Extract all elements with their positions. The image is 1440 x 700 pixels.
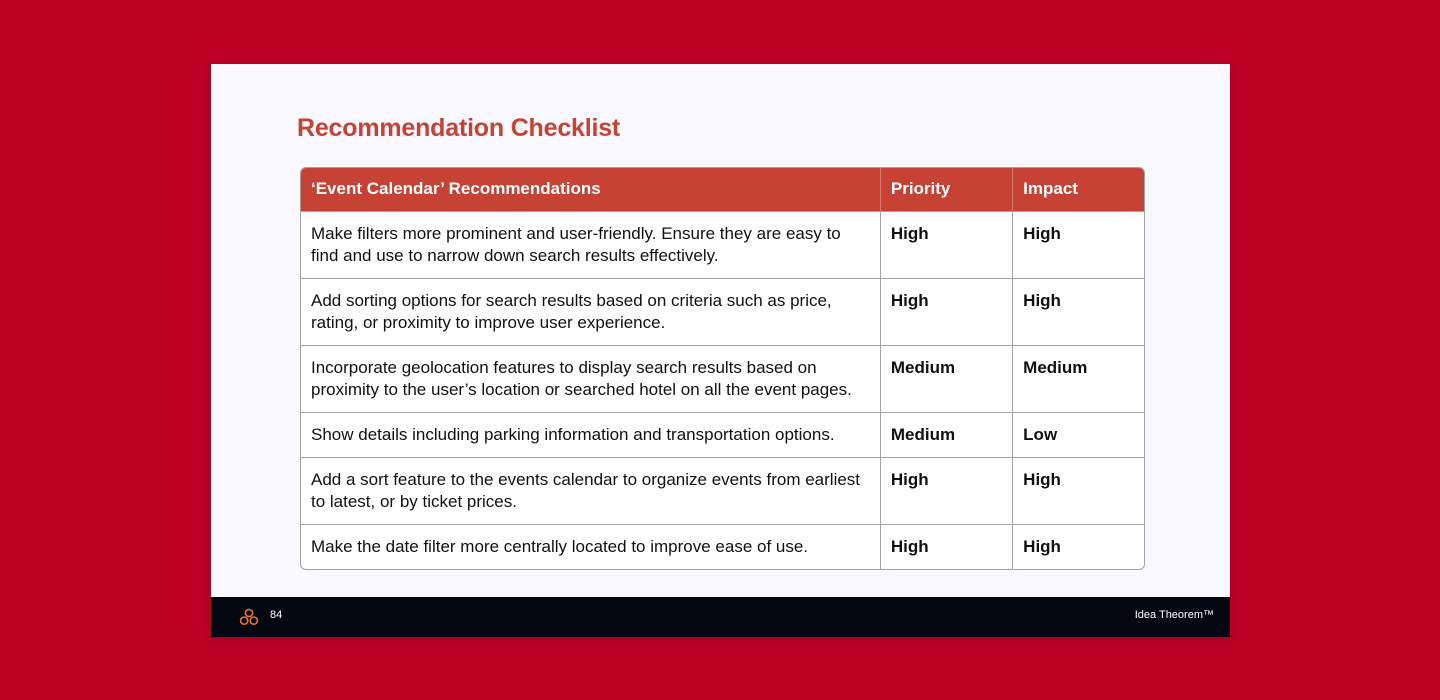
priority-cell: High bbox=[880, 457, 1012, 524]
priority-cell: Medium bbox=[880, 412, 1012, 457]
column-header-recommendations: ‘Event Calendar’ Recommendations bbox=[301, 168, 880, 211]
recommendation-cell: Make filters more prominent and user-friendly. Ensure they are easy to find and use to narrow down search results effectively. bbox=[301, 211, 880, 278]
priority-cell: Medium bbox=[880, 345, 1012, 412]
priority-cell: High bbox=[880, 278, 1012, 345]
priority-cell: High bbox=[880, 524, 1012, 569]
impact-cell: High bbox=[1013, 211, 1144, 278]
table-header-row bbox=[301, 168, 1144, 211]
brand-name: Idea Theorem™ bbox=[1134, 609, 1214, 621]
recommendation-cell: Show details including parking information and transportation options. bbox=[301, 412, 880, 457]
slide-footer bbox=[211, 597, 1230, 637]
impact-cell: Low bbox=[1013, 412, 1144, 457]
recommendation-cell: Add a sort feature to the events calendar to organize events from earliest to latest, or by ticket prices. bbox=[301, 457, 880, 524]
table-row bbox=[301, 412, 1144, 457]
impact-cell: Medium bbox=[1013, 345, 1144, 412]
impact-cell: High bbox=[1013, 278, 1144, 345]
recommendation-table bbox=[300, 167, 1145, 570]
slide bbox=[211, 64, 1230, 637]
page-number: 84 bbox=[270, 609, 283, 621]
table-row bbox=[301, 211, 1144, 278]
impact-cell: High bbox=[1013, 457, 1144, 524]
recommendation-cell: Make the date filter more centrally located to improve ease of use. bbox=[301, 524, 880, 569]
column-header-impact: Impact bbox=[1013, 168, 1144, 211]
recommendation-cell: Incorporate geolocation features to display search results based on proximity to the user’s location or searched hotel on all the event pages. bbox=[301, 345, 880, 412]
priority-cell: High bbox=[880, 211, 1012, 278]
table-row bbox=[301, 524, 1144, 569]
table-row bbox=[301, 345, 1144, 412]
impact-cell: High bbox=[1013, 524, 1144, 569]
three-circles-logo-icon bbox=[239, 608, 259, 626]
column-header-priority: Priority bbox=[880, 168, 1012, 211]
page-title: Recommendation Checklist bbox=[297, 114, 621, 142]
recommendation-cell: Add sorting options for search results based on criteria such as price, rating, or proximity to improve user experience. bbox=[301, 278, 880, 345]
table-row bbox=[301, 457, 1144, 524]
table-row bbox=[301, 278, 1144, 345]
